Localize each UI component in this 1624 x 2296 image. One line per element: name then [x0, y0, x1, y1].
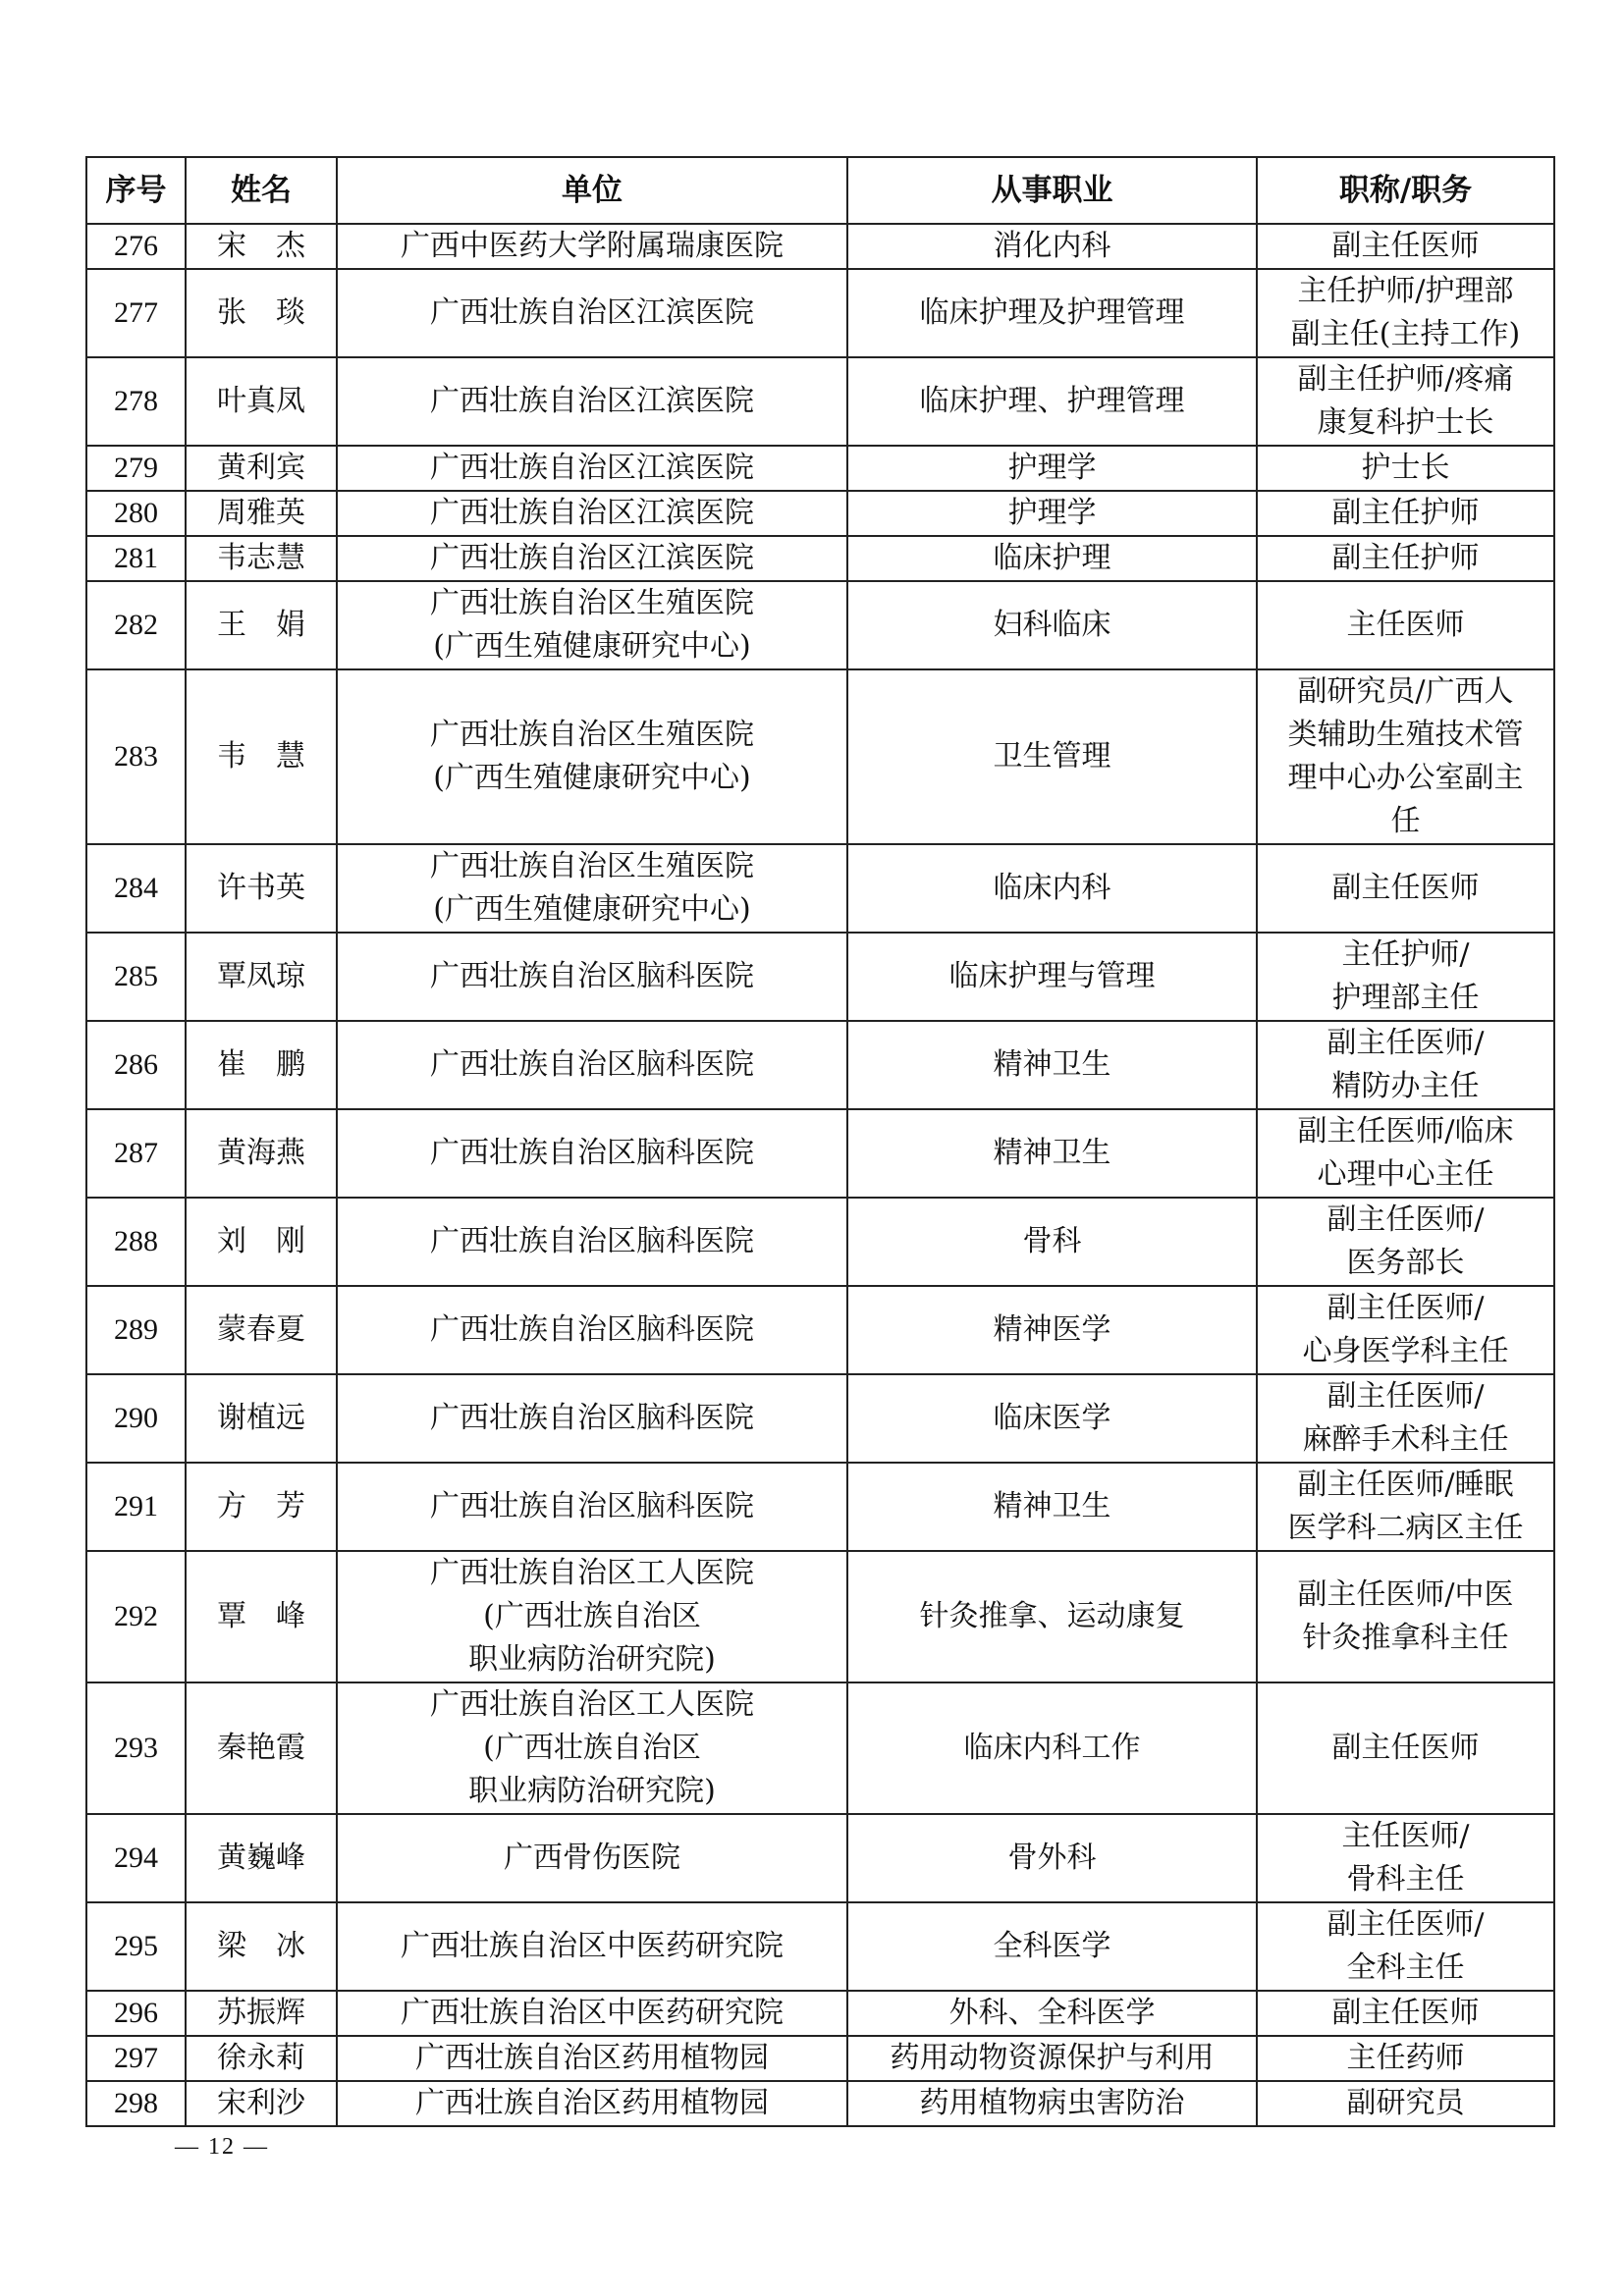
occupation-cell-line: 精神卫生: [993, 1489, 1111, 1523]
serial-cell: 279: [86, 446, 186, 491]
serial-cell: 286: [86, 1021, 186, 1109]
unit-cell-line: (广西壮族自治区: [483, 1731, 701, 1765]
name-cell: 叶真凤: [186, 357, 337, 446]
occupation-cell: [847, 1286, 1257, 1374]
unit-cell: [337, 224, 847, 269]
unit-cell: [337, 446, 847, 491]
title-cell-line: 主任药师: [1346, 2041, 1465, 2075]
occupation-cell: [847, 269, 1257, 357]
unit-cell-line: 广西壮族自治区药用植物园: [415, 2086, 769, 2120]
unit-cell-line: (广西生殖健康研究中心): [433, 892, 751, 927]
unit-cell: [337, 1682, 847, 1814]
title-cell-line: 副主任医师/中医: [1297, 1577, 1514, 1612]
serial-cell: 298: [86, 2081, 186, 2126]
personnel-table: [85, 156, 1555, 2127]
table-row: [86, 1551, 1554, 1682]
unit-cell: [337, 357, 847, 446]
occupation-cell-line: 临床护理与管理: [948, 959, 1156, 993]
title-cell-line: 主任医师/: [1341, 1819, 1470, 1853]
title-cell: [1257, 1902, 1554, 1991]
header-unit: 单位: [337, 157, 847, 224]
title-cell-line: 任: [1390, 804, 1421, 838]
title-cell-line: 副主任医师: [1331, 1731, 1480, 1765]
title-cell-line: 针灸推拿科主任: [1302, 1621, 1509, 1655]
title-cell: [1257, 357, 1554, 446]
title-cell: [1257, 446, 1554, 491]
title-cell-line: 护理部主任: [1331, 981, 1480, 1015]
title-cell: [1257, 669, 1554, 844]
unit-cell-line: 广西壮族自治区工人医院: [430, 1687, 754, 1722]
unit-cell-line: (广西生殖健康研究中心): [433, 761, 751, 795]
unit-cell: [337, 2036, 847, 2081]
header-title: 职称/职务: [1257, 157, 1554, 224]
table-row: [86, 1286, 1554, 1374]
title-cell-line: 副主任医师/: [1326, 1907, 1485, 1942]
table-row: [86, 1902, 1554, 1991]
title-cell-line: 副主任医师/: [1326, 1291, 1485, 1325]
title-cell-line: 麻醉手术科主任: [1302, 1422, 1509, 1457]
occupation-cell: [847, 933, 1257, 1021]
table-row: [86, 581, 1554, 669]
unit-cell-line: 广西壮族自治区生殖医院: [430, 849, 754, 883]
title-cell-line: 康复科护士长: [1317, 405, 1494, 440]
title-cell: [1257, 1991, 1554, 2036]
title-cell: [1257, 2036, 1554, 2081]
occupation-cell: [847, 446, 1257, 491]
table-header-row: [86, 157, 1554, 224]
occupation-cell: [847, 1021, 1257, 1109]
title-cell: [1257, 1463, 1554, 1551]
serial-cell: 281: [86, 536, 186, 581]
occupation-cell: [847, 1682, 1257, 1814]
title-cell: [1257, 491, 1554, 536]
occupation-cell-line: 全科医学: [993, 1929, 1111, 1963]
title-cell: [1257, 581, 1554, 669]
occupation-cell-line: 护理学: [1007, 451, 1097, 485]
unit-cell: [337, 269, 847, 357]
unit-cell-line: 广西壮族自治区江滨医院: [430, 295, 754, 330]
occupation-cell-line: 骨科: [1022, 1224, 1082, 1258]
header-name: 姓名: [186, 157, 337, 224]
occupation-cell-line: 药用动物资源保护与利用: [890, 2041, 1215, 2075]
table-row: [86, 446, 1554, 491]
title-cell-line: 副主任医师/: [1326, 1202, 1485, 1237]
occupation-cell: [847, 1551, 1257, 1682]
unit-cell: [337, 1374, 847, 1463]
occupation-cell-line: 卫生管理: [993, 739, 1111, 774]
serial-cell: 288: [86, 1198, 186, 1286]
occupation-cell: [847, 491, 1257, 536]
serial-cell: 280: [86, 491, 186, 536]
occupation-cell-line: 临床内科: [993, 871, 1111, 905]
unit-cell-line: 广西壮族自治区江滨医院: [430, 541, 754, 575]
name-cell: 覃 峰: [186, 1551, 337, 1682]
title-cell: [1257, 269, 1554, 357]
name-cell: 宋利沙: [186, 2081, 337, 2126]
unit-cell-line: 广西壮族自治区脑科医院: [430, 1401, 754, 1435]
unit-cell-line: 广西壮族自治区江滨医院: [430, 451, 754, 485]
unit-cell-line: 广西壮族自治区生殖医院: [430, 718, 754, 752]
unit-cell: [337, 933, 847, 1021]
occupation-cell-line: 消化内科: [993, 229, 1111, 263]
table-row: [86, 2036, 1554, 2081]
occupation-cell: [847, 224, 1257, 269]
unit-cell: [337, 1463, 847, 1551]
serial-cell: 290: [86, 1374, 186, 1463]
name-cell: 秦艳霞: [186, 1682, 337, 1814]
table-row: [86, 1374, 1554, 1463]
serial-cell: 289: [86, 1286, 186, 1374]
unit-cell-line: 广西壮族自治区脑科医院: [430, 1489, 754, 1523]
name-cell: 王 娟: [186, 581, 337, 669]
name-cell: 蒙春夏: [186, 1286, 337, 1374]
unit-cell: [337, 2081, 847, 2126]
title-cell-line: 副主任医师: [1331, 1996, 1480, 2030]
unit-cell: [337, 1551, 847, 1682]
title-cell-line: 副主任护师: [1331, 496, 1480, 530]
serial-cell: 282: [86, 581, 186, 669]
name-cell: 梁 冰: [186, 1902, 337, 1991]
title-cell-line: 骨科主任: [1346, 1862, 1465, 1896]
table-row: [86, 536, 1554, 581]
occupation-cell-line: 精神医学: [993, 1312, 1111, 1347]
occupation-cell: [847, 669, 1257, 844]
unit-cell: [337, 491, 847, 536]
unit-cell-line: 广西壮族自治区中医药研究院: [401, 1929, 784, 1963]
title-cell: [1257, 1682, 1554, 1814]
title-cell-line: 心身医学科主任: [1302, 1334, 1509, 1368]
unit-cell-line: 广西壮族自治区江滨医院: [430, 496, 754, 530]
occupation-cell-line: 妇科临床: [993, 608, 1111, 642]
name-cell: 刘 刚: [186, 1198, 337, 1286]
serial-cell: 293: [86, 1682, 186, 1814]
name-cell: 黄巍峰: [186, 1814, 337, 1902]
unit-cell: [337, 581, 847, 669]
name-cell: 韦志慧: [186, 536, 337, 581]
unit-cell-line: 广西骨伤医院: [504, 1841, 680, 1875]
title-cell-line: 主任医师: [1346, 608, 1465, 642]
title-cell-line: 副研究员: [1346, 2086, 1465, 2120]
title-cell-line: 副主任医师/: [1326, 1026, 1485, 1060]
occupation-cell: [847, 1902, 1257, 1991]
unit-cell-line: 广西壮族自治区生殖医院: [430, 586, 754, 620]
unit-cell-line: 广西壮族自治区脑科医院: [430, 1312, 754, 1347]
serial-cell: 296: [86, 1991, 186, 2036]
title-cell: [1257, 844, 1554, 933]
serial-cell: 283: [86, 669, 186, 844]
name-cell: 韦 慧: [186, 669, 337, 844]
title-cell-line: 全科主任: [1346, 1950, 1465, 1985]
unit-cell-line: 职业病防治研究院): [468, 1774, 716, 1808]
name-cell: 黄海燕: [186, 1109, 337, 1198]
unit-cell: [337, 1814, 847, 1902]
unit-cell-line: 广西中医药大学附属瑞康医院: [401, 229, 784, 263]
title-cell-line: 副主任医师: [1331, 229, 1480, 263]
unit-cell-line: 广西壮族自治区江滨医院: [430, 384, 754, 418]
table-row: [86, 2081, 1554, 2126]
unit-cell-line: (广西生殖健康研究中心): [433, 629, 751, 664]
title-cell: [1257, 1109, 1554, 1198]
unit-cell: [337, 1198, 847, 1286]
title-cell-line: 主任护师/: [1341, 937, 1470, 972]
occupation-cell: [847, 1374, 1257, 1463]
occupation-cell: [847, 1814, 1257, 1902]
title-cell: [1257, 1286, 1554, 1374]
serial-cell: 297: [86, 2036, 186, 2081]
table-row: [86, 844, 1554, 933]
table-row: [86, 1682, 1554, 1814]
serial-cell: 287: [86, 1109, 186, 1198]
name-cell: 谢植远: [186, 1374, 337, 1463]
title-cell-line: 副主任医师/临床: [1297, 1114, 1514, 1148]
title-cell: [1257, 1021, 1554, 1109]
header-serial: 序号: [86, 157, 186, 224]
table-row: [86, 1463, 1554, 1551]
occupation-cell: [847, 357, 1257, 446]
title-cell-line: 副研究员/广西人: [1297, 674, 1514, 709]
serial-cell: 291: [86, 1463, 186, 1551]
table-row: [86, 669, 1554, 844]
occupation-cell: [847, 1463, 1257, 1551]
unit-cell: [337, 1902, 847, 1991]
occupation-cell: [847, 2036, 1257, 2081]
serial-cell: 284: [86, 844, 186, 933]
name-cell: 崔 鹏: [186, 1021, 337, 1109]
page-number: — 12 —: [175, 2134, 269, 2160]
serial-cell: 276: [86, 224, 186, 269]
table-row: [86, 357, 1554, 446]
title-cell-line: 副主任医师/: [1326, 1379, 1485, 1414]
title-cell-line: 精防办主任: [1331, 1069, 1480, 1103]
title-cell-line: 理中心办公室副主: [1287, 761, 1524, 795]
title-cell-line: 医学科二病区主任: [1287, 1511, 1524, 1545]
title-cell: [1257, 1551, 1554, 1682]
name-cell: 张 琰: [186, 269, 337, 357]
table-row: [86, 1198, 1554, 1286]
occupation-cell-line: 精神卫生: [993, 1047, 1111, 1082]
serial-cell: 278: [86, 357, 186, 446]
table-row: [86, 1991, 1554, 2036]
title-cell: [1257, 2081, 1554, 2126]
table-row: [86, 1814, 1554, 1902]
table-row: [86, 1021, 1554, 1109]
unit-cell: [337, 536, 847, 581]
unit-cell-line: (广西壮族自治区: [483, 1599, 701, 1633]
unit-cell-line: 职业病防治研究院): [468, 1642, 716, 1677]
header-occupation: 从事职业: [847, 157, 1257, 224]
serial-cell: 277: [86, 269, 186, 357]
unit-cell-line: 广西壮族自治区工人医院: [430, 1556, 754, 1590]
title-cell-line: 医务部长: [1346, 1246, 1465, 1280]
title-cell-line: 副主任医师/睡眠: [1297, 1468, 1514, 1502]
serial-cell: 285: [86, 933, 186, 1021]
name-cell: 许书英: [186, 844, 337, 933]
title-cell: [1257, 1814, 1554, 1902]
occupation-cell-line: 临床护理: [993, 541, 1111, 575]
serial-cell: 295: [86, 1902, 186, 1991]
name-cell: 覃凤琼: [186, 933, 337, 1021]
unit-cell: [337, 1991, 847, 2036]
table-row: [86, 933, 1554, 1021]
title-cell: [1257, 1198, 1554, 1286]
occupation-cell-line: 临床内科工作: [963, 1731, 1141, 1765]
unit-cell: [337, 1109, 847, 1198]
occupation-cell-line: 临床医学: [993, 1401, 1111, 1435]
title-cell-line: 副主任护师: [1331, 541, 1480, 575]
name-cell: 方 芳: [186, 1463, 337, 1551]
occupation-cell-line: 精神卫生: [993, 1136, 1111, 1170]
occupation-cell: [847, 581, 1257, 669]
title-cell: [1257, 933, 1554, 1021]
unit-cell-line: 广西壮族自治区中医药研究院: [401, 1996, 784, 2030]
unit-cell-line: 广西壮族自治区脑科医院: [430, 959, 754, 993]
occupation-cell: [847, 536, 1257, 581]
table-row: [86, 269, 1554, 357]
title-cell-line: 类辅助生殖技术管: [1287, 718, 1524, 752]
name-cell: 黄利宾: [186, 446, 337, 491]
title-cell-line: 主任护师/护理部: [1297, 274, 1514, 308]
unit-cell: [337, 844, 847, 933]
title-cell-line: 副主任(主持工作): [1290, 317, 1521, 351]
table-row: [86, 1109, 1554, 1198]
title-cell-line: 副主任护师/疼痛: [1297, 362, 1514, 397]
occupation-cell: [847, 1109, 1257, 1198]
occupation-cell-line: 临床护理、护理管理: [919, 384, 1185, 418]
occupation-cell: [847, 844, 1257, 933]
occupation-cell-line: 骨外科: [1007, 1841, 1097, 1875]
name-cell: 苏振辉: [186, 1991, 337, 2036]
unit-cell: [337, 669, 847, 844]
unit-cell-line: 广西壮族自治区脑科医院: [430, 1224, 754, 1258]
serial-cell: 292: [86, 1551, 186, 1682]
title-cell: [1257, 536, 1554, 581]
occupation-cell: [847, 1198, 1257, 1286]
unit-cell: [337, 1286, 847, 1374]
name-cell: 周雅英: [186, 491, 337, 536]
title-cell-line: 心理中心主任: [1317, 1157, 1494, 1192]
occupation-cell-line: 药用植物病虫害防治: [919, 2086, 1185, 2120]
occupation-cell-line: 针灸推拿、运动康复: [919, 1599, 1185, 1633]
table-row: [86, 491, 1554, 536]
unit-cell-line: 广西壮族自治区脑科医院: [430, 1047, 754, 1082]
occupation-cell: [847, 1991, 1257, 2036]
name-cell: 宋 杰: [186, 224, 337, 269]
title-cell: [1257, 224, 1554, 269]
serial-cell: 294: [86, 1814, 186, 1902]
occupation-cell-line: 护理学: [1007, 496, 1097, 530]
occupation-cell-line: 临床护理及护理管理: [919, 295, 1185, 330]
table-row: [86, 224, 1554, 269]
occupation-cell-line: 外科、全科医学: [948, 1996, 1156, 2030]
unit-cell-line: 广西壮族自治区药用植物园: [415, 2041, 769, 2075]
unit-cell-line: 广西壮族自治区脑科医院: [430, 1136, 754, 1170]
unit-cell: [337, 1021, 847, 1109]
title-cell: [1257, 1374, 1554, 1463]
occupation-cell: [847, 2081, 1257, 2126]
title-cell-line: 护士长: [1361, 451, 1450, 485]
title-cell-line: 副主任医师: [1331, 871, 1480, 905]
name-cell: 徐永莉: [186, 2036, 337, 2081]
